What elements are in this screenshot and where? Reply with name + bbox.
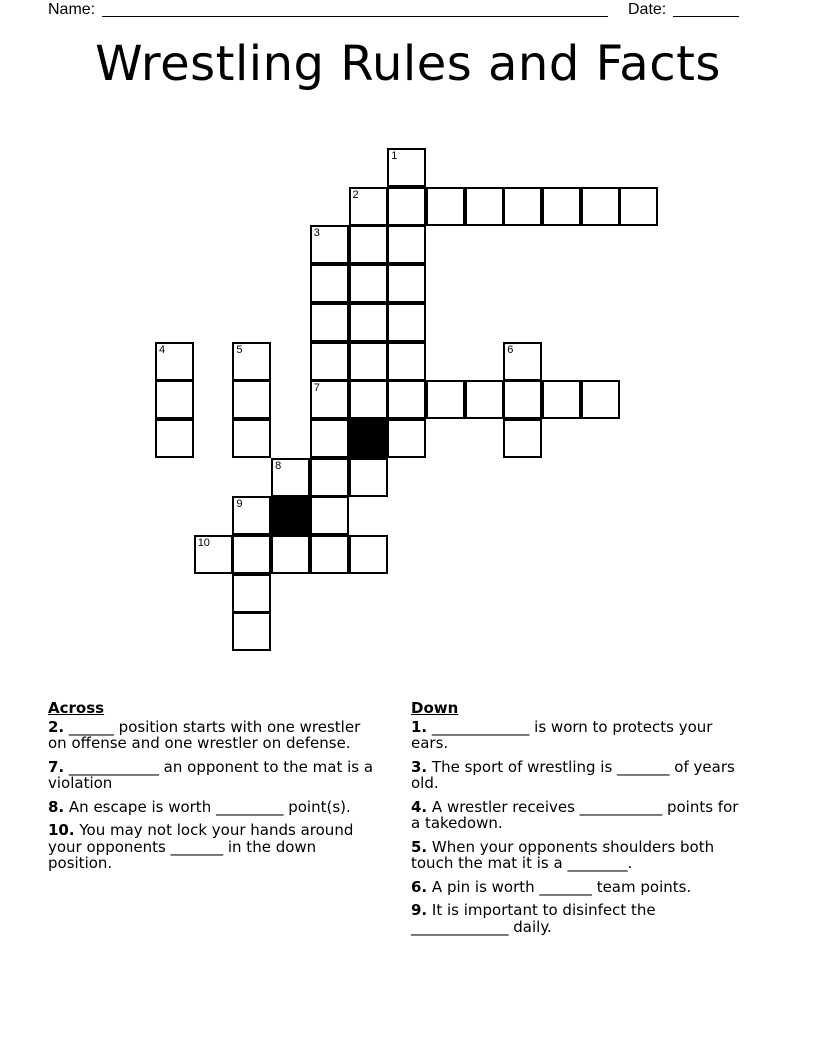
crossword-cell[interactable] bbox=[349, 535, 388, 574]
crossword-cell[interactable] bbox=[349, 342, 388, 381]
date-blank-line[interactable] bbox=[673, 0, 739, 17]
page-title: Wrestling Rules and Facts bbox=[95, 36, 721, 92]
crossword-cell[interactable] bbox=[387, 225, 426, 264]
clue-text: _____________ is worn to protects your ears. bbox=[411, 717, 713, 752]
clue-number-label: 7 bbox=[313, 382, 320, 395]
crossword-cell[interactable] bbox=[349, 225, 388, 264]
name-label: Name: bbox=[48, 1, 96, 18]
crossword-cell[interactable] bbox=[387, 342, 426, 381]
crossword-cell[interactable] bbox=[503, 380, 542, 419]
clue-number: 1. bbox=[411, 717, 428, 736]
crossword-cell[interactable] bbox=[232, 535, 271, 574]
crossword-cell[interactable] bbox=[581, 380, 620, 419]
crossword-cell[interactable] bbox=[503, 342, 542, 381]
crossword-cell[interactable] bbox=[542, 380, 581, 419]
crossword-cell[interactable] bbox=[194, 535, 233, 574]
crossword-cell[interactable] bbox=[155, 419, 194, 458]
clue-number-label: 5 bbox=[236, 343, 243, 356]
clue-number-label: 1 bbox=[391, 150, 398, 162]
clue-across-10 bbox=[48, 822, 378, 872]
crossword-cell[interactable] bbox=[349, 264, 388, 303]
clue-number-label: 6 bbox=[507, 343, 514, 356]
crossword-cell[interactable] bbox=[465, 187, 504, 226]
clue-number: 10. bbox=[48, 821, 75, 839]
crossword-cell[interactable] bbox=[503, 419, 542, 458]
down-clues bbox=[411, 700, 741, 942]
across-heading: Across bbox=[48, 699, 105, 717]
clue-down-6 bbox=[411, 879, 741, 896]
crossword-cell[interactable] bbox=[465, 380, 504, 419]
date-label: Date: bbox=[628, 1, 667, 18]
crossword-cell[interactable] bbox=[310, 419, 349, 458]
crossword-cell[interactable] bbox=[155, 342, 194, 381]
crossword-cell[interactable] bbox=[310, 342, 349, 381]
clue-text: You may not lock your hands around your opponents _______ in the down position. bbox=[48, 821, 354, 872]
crossword-cell[interactable] bbox=[310, 380, 349, 419]
crossword-cell[interactable] bbox=[349, 187, 388, 226]
clue-number-label: 10 bbox=[197, 537, 210, 549]
crossword-cell[interactable] bbox=[271, 535, 310, 574]
clue-text: It is important to disinfect the _____________ daily. bbox=[411, 901, 656, 936]
crossword-cell[interactable] bbox=[232, 380, 271, 419]
crossword-cell[interactable] bbox=[155, 380, 194, 419]
crossword-cell[interactable] bbox=[387, 148, 426, 187]
clue-down-3 bbox=[411, 759, 741, 792]
crossword-cell[interactable] bbox=[310, 496, 349, 535]
clue-text: An escape is worth _________ point(s). bbox=[64, 797, 351, 816]
crossword-cell[interactable] bbox=[387, 187, 426, 226]
crossword-cell[interactable] bbox=[349, 458, 388, 497]
crossword-cell[interactable] bbox=[232, 342, 271, 381]
clue-number-label: 2 bbox=[352, 188, 359, 201]
clue-number-label: 8 bbox=[275, 459, 282, 472]
clue-text: ____________ an opponent to the mat is a violation bbox=[48, 757, 374, 792]
crossword-cell[interactable] bbox=[310, 535, 349, 574]
clue-across-8 bbox=[48, 799, 378, 816]
crossword-cell[interactable] bbox=[619, 187, 658, 226]
clue-number-label: 3 bbox=[313, 227, 320, 240]
crossword-cell[interactable] bbox=[542, 187, 581, 226]
clue-number: 3. bbox=[411, 757, 428, 776]
clue-text: ______ position starts with one wrestler on offense and one wrestler on defense. bbox=[48, 717, 361, 752]
clue-number: 8. bbox=[48, 797, 65, 816]
crossword-cell[interactable] bbox=[271, 458, 310, 497]
black-square bbox=[271, 496, 310, 535]
crossword-cell[interactable] bbox=[310, 225, 349, 264]
crossword-cell[interactable] bbox=[503, 187, 542, 226]
crossword-cell[interactable] bbox=[581, 187, 620, 226]
clue-text: A pin is worth _______ team points. bbox=[427, 877, 692, 896]
across-clues bbox=[48, 700, 378, 879]
crossword-cell[interactable] bbox=[232, 496, 271, 535]
clue-down-5 bbox=[411, 839, 741, 872]
clue-across-7 bbox=[48, 759, 378, 792]
crossword-cell[interactable] bbox=[349, 303, 388, 342]
clue-number: 6. bbox=[411, 877, 428, 896]
crossword-cell[interactable] bbox=[232, 419, 271, 458]
crossword-cell[interactable] bbox=[310, 303, 349, 342]
clue-text: When your opponents shoulders both touch the mat it is a ________. bbox=[411, 837, 715, 872]
clue-number: 7. bbox=[48, 757, 65, 776]
name-blank-line[interactable] bbox=[102, 0, 608, 17]
clue-number-label: 9 bbox=[236, 498, 243, 511]
crossword-cell[interactable] bbox=[232, 574, 271, 613]
clue-across-2 bbox=[48, 719, 378, 752]
down-heading: Down bbox=[411, 699, 459, 717]
clue-number: 2. bbox=[48, 717, 65, 736]
crossword-cell[interactable] bbox=[426, 380, 465, 419]
crossword-cell[interactable] bbox=[310, 458, 349, 497]
clue-down-9 bbox=[411, 902, 741, 935]
clue-number: 4. bbox=[411, 797, 428, 816]
clue-text: A wrestler receives ___________ points for a takedown. bbox=[411, 797, 739, 832]
crossword-cell[interactable] bbox=[310, 264, 349, 303]
crossword-cell[interactable] bbox=[426, 187, 465, 226]
clue-down-1 bbox=[411, 719, 741, 752]
black-square bbox=[349, 419, 388, 458]
clue-number-label: 4 bbox=[159, 343, 166, 356]
clue-down-4 bbox=[411, 799, 741, 832]
crossword-cell[interactable] bbox=[387, 303, 426, 342]
crossword-cell[interactable] bbox=[349, 380, 388, 419]
clue-number: 9. bbox=[411, 901, 428, 919]
crossword-cell[interactable] bbox=[232, 612, 271, 651]
clue-number: 5. bbox=[411, 837, 428, 856]
crossword-cell[interactable] bbox=[387, 419, 426, 458]
crossword-cell[interactable] bbox=[387, 264, 426, 303]
header bbox=[48, 0, 748, 20]
crossword-cell[interactable] bbox=[387, 380, 426, 419]
clue-text: The sport of wrestling is _______ of years old. bbox=[411, 757, 735, 792]
